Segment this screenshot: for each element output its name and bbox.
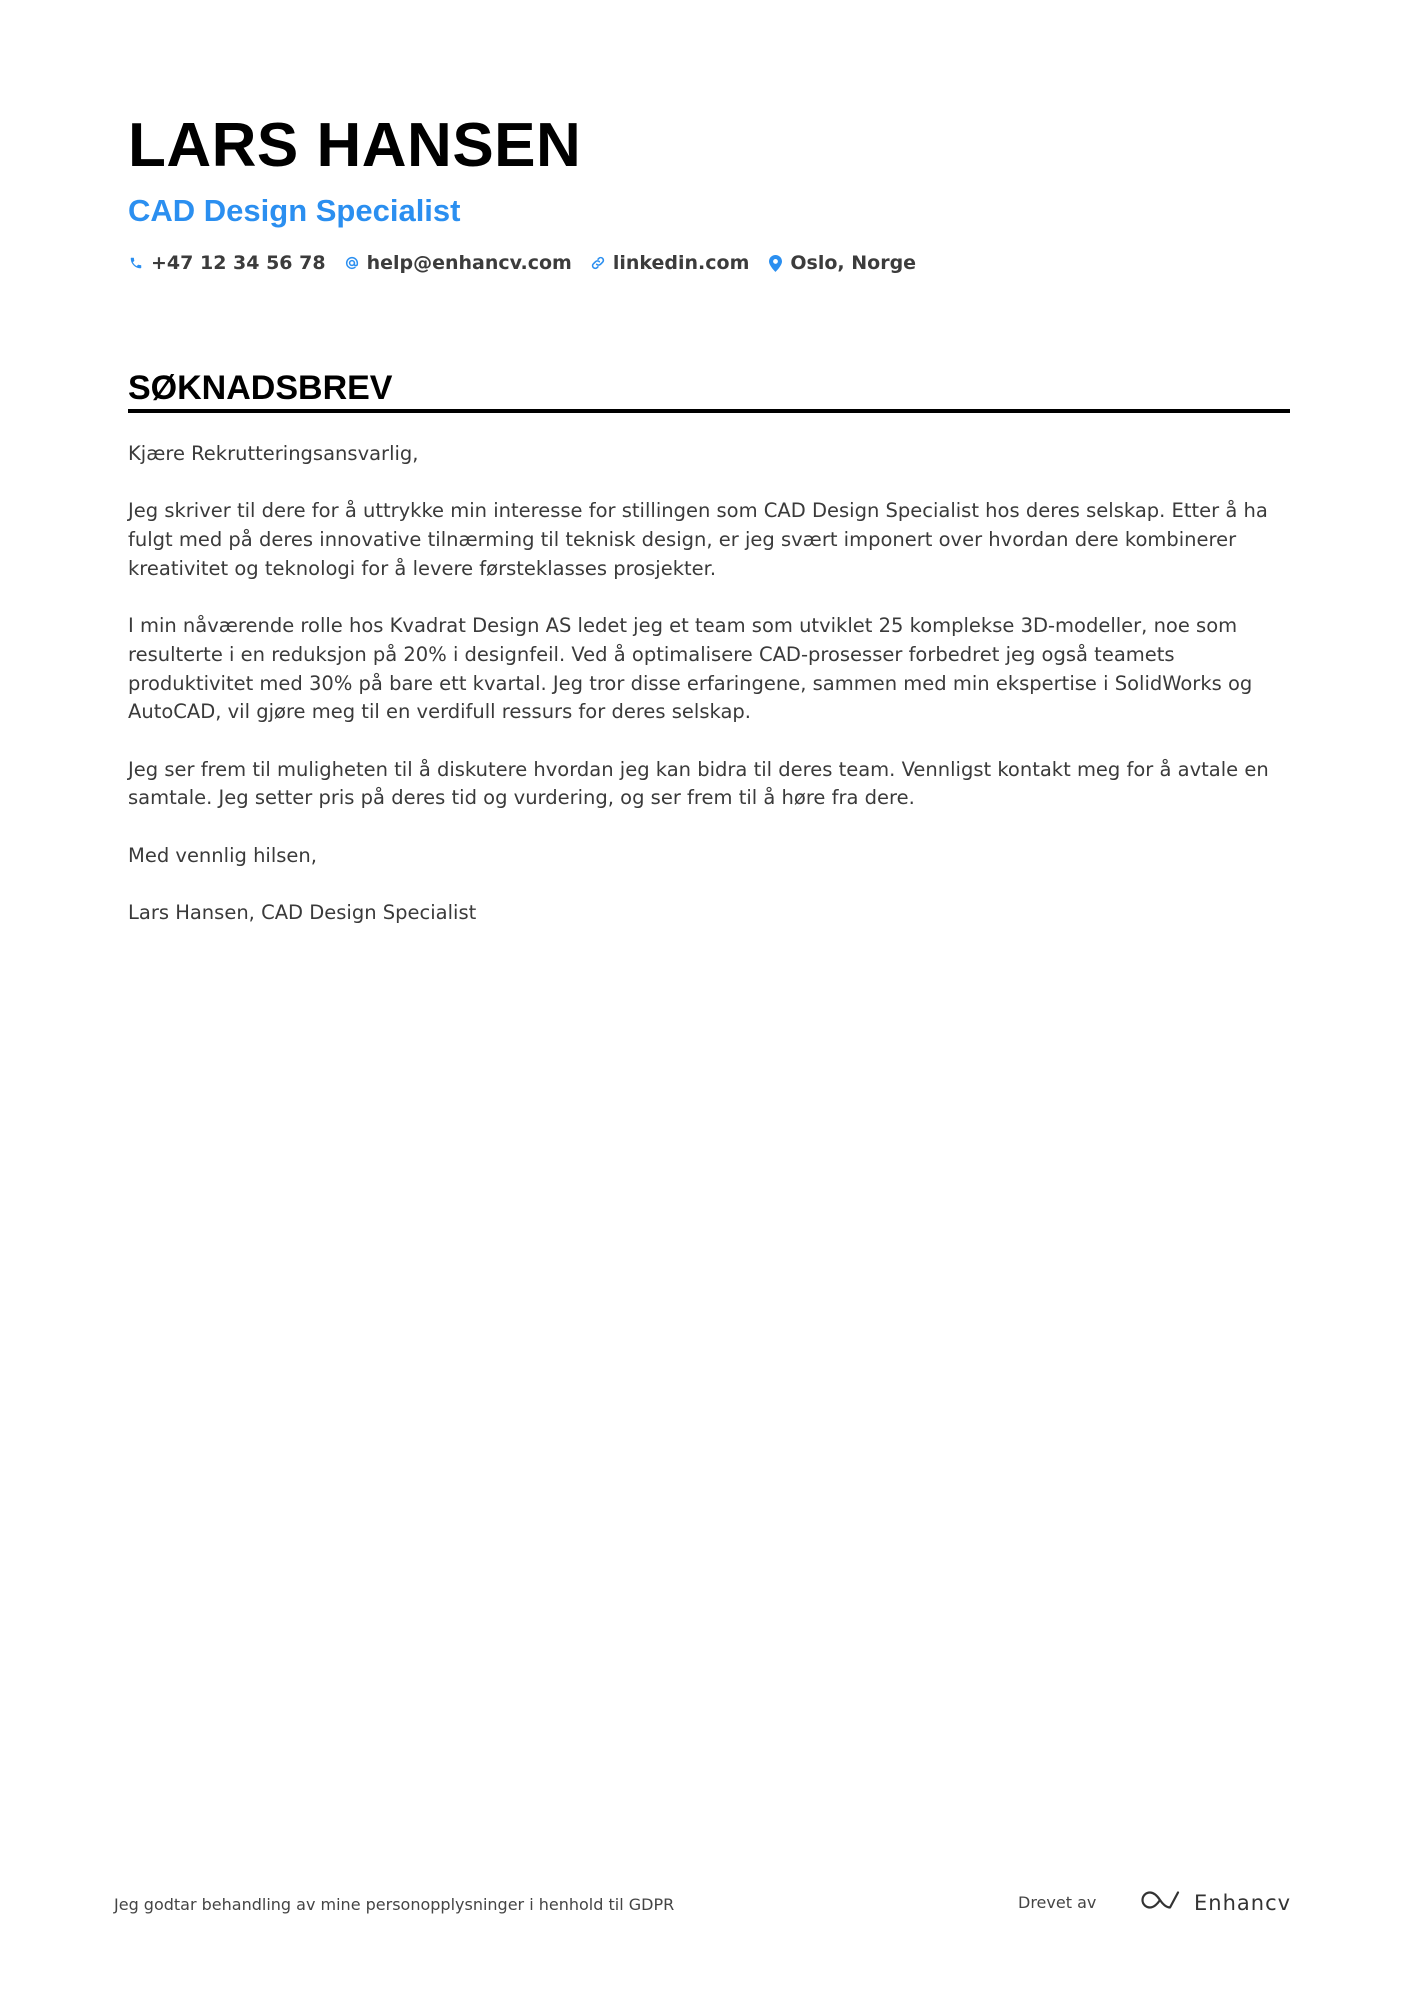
email-text[interactable]: help@enhancv.com [366,252,572,274]
at-icon [344,253,360,273]
enhancv-logo-text: Enhancv [1194,1890,1292,1915]
letter-paragraph: I min nåværende rolle hos Kvadrat Design AS ledet jeg et team som utviklet 25 komplekse 3D-modeller, noe som resulterte i en reduksjon på 20% i designfeil. Ved å optimalisere CAD-prosesser forbedret jeg også teamets produktivitet med 30% på bare ett kvartal. Jeg tror disse erfaringene, sammen med min ekspertise i SolidWorks og AutoCAD, vil gjøre meg til en verdifull ressurs for deres selskap. [128,614,1253,724]
section-divider [128,409,1290,413]
letter-greeting: Kjære Rekrutteringsansvarlig, [128,442,419,465]
gdpr-consent-text: Jeg godtar behandling av mine personopplysninger i henhold til GDPR [114,1895,675,1914]
candidate-name: LARS HANSEN [128,111,582,180]
phone-icon [128,253,144,273]
letter-signature: Lars Hansen, CAD Design Specialist [128,901,477,925]
enhancv-logo[interactable] [1138,1887,1291,1918]
letter-paragraph: Jeg skriver til dere for å uttrykke min interesse for stillingen som CAD Design Specialist hos deres selskap. Etter å ha fulgt med på deres innovative tilnærming til teknisk design, er jeg svært imponert over hvordan dere kombinerer kreativitet og teknologi for å levere førsteklasses prosjekter. [128,499,1268,580]
contact-phone [128,252,326,274]
contact-location [767,252,916,274]
letter-closing: Med vennlig hilsen, [128,843,317,867]
location-text: Oslo, Norge [790,252,917,274]
link-icon [590,253,606,273]
contact-email[interactable] [344,252,572,274]
phone-text: +47 12 34 56 78 [151,252,326,274]
map-pin-icon [767,253,783,273]
candidate-job-title: CAD Design Specialist [128,193,461,228]
contact-link[interactable] [590,252,750,274]
contact-bar [128,252,916,274]
section-title: SØKNADSBREV [128,369,393,407]
link-text[interactable]: linkedin.com [612,252,750,274]
powered-by-label: Drevet av [1018,1893,1097,1912]
letter-body [128,440,1290,957]
letter-paragraph: Jeg ser frem til muligheten til å diskutere hvordan jeg kan bidra til deres team. Vennligst kontakt meg for å avtale en samtale. Jeg setter pris på deres tid og vurdering, og ser frem til å høre fra dere. [128,757,1269,810]
enhancv-logo-icon [1138,1887,1184,1918]
